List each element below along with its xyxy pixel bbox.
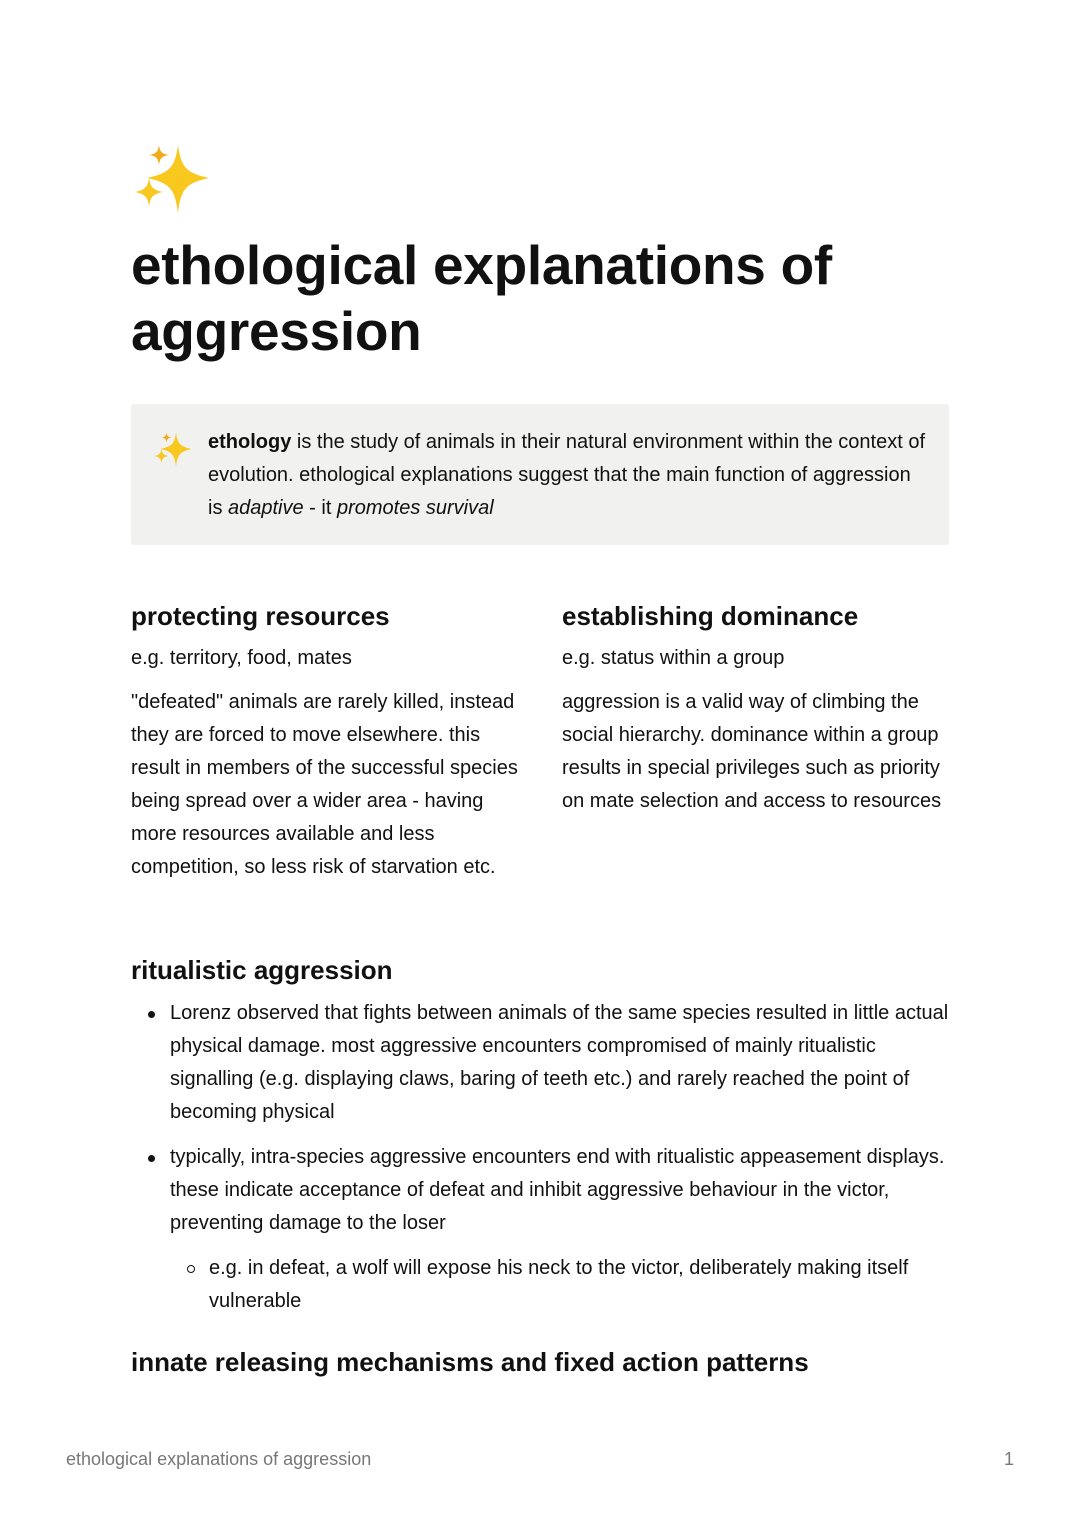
bullet-icon [148,1011,155,1018]
callout-text-2: - it [303,497,337,519]
circle-bullet-icon [187,1265,195,1273]
bullet-icon [148,1155,155,1162]
column-establishing-dominance [562,600,957,818]
column-example: e.g. territory, food, mates [131,647,352,669]
ritualistic-list [170,997,955,1318]
column-example: e.g. status within a group [562,647,785,669]
callout-text-1: is the study of animals in their natural environment within the context of evolution. ethological explanations suggest that the main function of aggression is [208,431,926,519]
callout-text [208,426,928,525]
page-title: ethological explanations of aggression [131,234,832,362]
section-heading-innate: innate releasing mechanisms and fixed action patterns [131,1347,809,1377]
section-heading-ritualistic: ritualistic aggression [131,955,393,985]
list-item [170,997,955,1129]
column-heading: protecting resources [131,601,390,631]
sub-list [209,1252,949,1318]
list-item [170,1141,955,1318]
sub-list-item [209,1252,949,1318]
column-body: "defeated" animals are rarely killed, instead they are forced to move elsewhere. this result in members of the successful species being spread over a wider area - having more resources available and less competition, so less risk of starvation etc. [131,691,518,878]
callout-block [131,404,949,545]
callout-italic-2: promotes survival [336,497,494,519]
list-item-text: typically, intra-species aggressive encounters end with ritualistic appeasement displays. these indicate acceptance of defeat and inhibit aggressive behaviour in the victor, preventing damage to the loser [170,1146,945,1234]
sparkles-icon [153,431,193,469]
callout-bold-term: ethology [208,431,292,453]
column-body: aggression is a valid way of climbing the social hierarchy. dominance within a group results in special privileges such as priority on mate selection and access to resources [562,691,942,812]
footer-title: ethological explanations of aggression [66,1449,372,1469]
sub-list-item-text: e.g. in defeat, a wolf will expose his neck to the victor, deliberately making itself vulnerable [209,1257,909,1312]
sparkles-icon [132,143,212,217]
page-number: 1 [1004,1449,1015,1469]
callout-italic-1: adaptive [228,497,304,519]
column-protecting-resources [131,600,526,884]
column-heading: establishing dominance [562,601,859,631]
list-item-text: Lorenz observed that fights between animals of the same species resulted in little actual physical damage. most aggressive encounters compromised of mainly ritualistic signalling (e.g. displaying claws, baring of teeth etc.) and rarely reached the point of becoming physical [170,1002,949,1123]
